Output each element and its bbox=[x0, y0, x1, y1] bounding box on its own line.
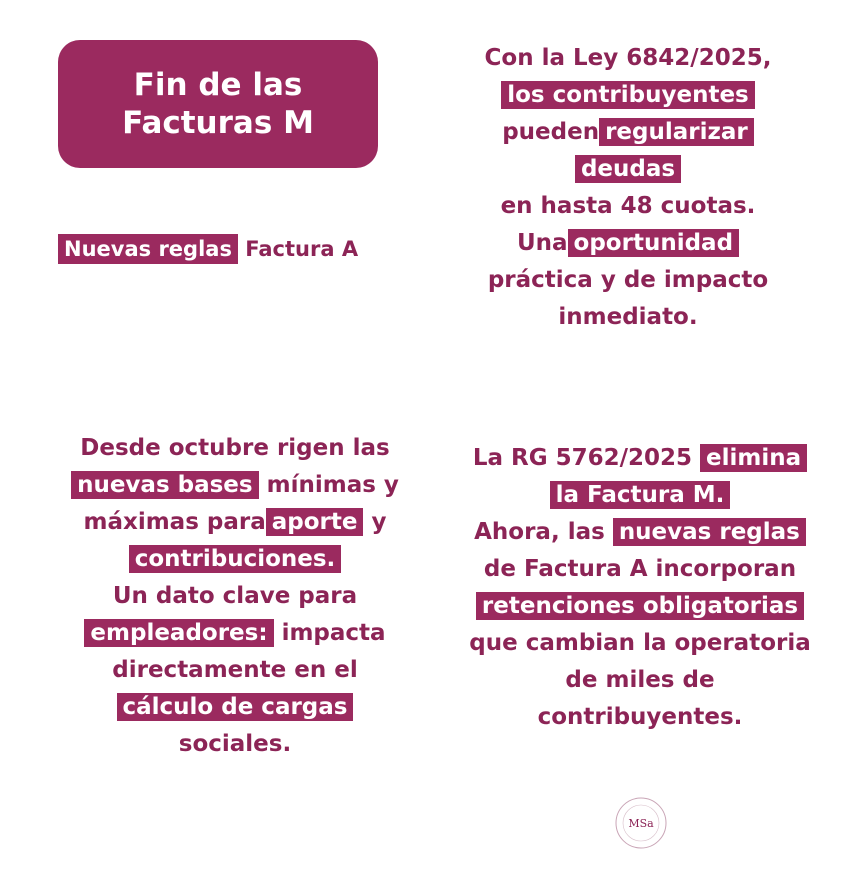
octubre-line: Desde octubre rigen las bbox=[80, 435, 390, 461]
rg-line bbox=[450, 477, 830, 514]
ley-line: en hasta 48 cuotas. bbox=[500, 193, 756, 219]
msa-logo-icon bbox=[614, 796, 668, 850]
octubre-highlight: cálculo de cargas bbox=[117, 693, 354, 721]
octubre-text: mínimas y bbox=[266, 472, 399, 498]
octubre-line: directamente en el bbox=[112, 657, 358, 683]
ley-highlight: deudas bbox=[575, 155, 681, 183]
octubre-line bbox=[50, 541, 420, 578]
ley-highlight: oportunidad bbox=[568, 229, 739, 257]
ley-text: Una bbox=[516, 230, 568, 256]
rg-block bbox=[450, 440, 830, 736]
octubre-highlight: empleadores: bbox=[84, 619, 273, 647]
rg-text: La RG 5762/2025 bbox=[472, 445, 693, 471]
octubre-line: Un dato clave para bbox=[112, 583, 358, 609]
octubre-text: impacta bbox=[281, 620, 386, 646]
ley-line bbox=[458, 114, 798, 151]
ley-line bbox=[458, 77, 798, 114]
octubre-highlight: contribuciones. bbox=[129, 545, 342, 573]
rg-highlight: retenciones obligatorias bbox=[476, 592, 804, 620]
rg-line bbox=[450, 514, 830, 551]
title-box bbox=[58, 40, 378, 168]
rg-highlight: la Factura M. bbox=[550, 481, 731, 509]
octubre-line bbox=[50, 689, 420, 726]
octubre-highlight: aporte bbox=[266, 508, 364, 536]
rg-text: Ahora, las bbox=[474, 519, 605, 545]
rg-line: que cambian la operatoria bbox=[469, 630, 811, 656]
ley-text: pueden bbox=[502, 119, 600, 145]
tag-nuevas-reglas: Nuevas reglas bbox=[58, 234, 238, 264]
octubre-line: sociales. bbox=[178, 731, 292, 757]
octubre-line bbox=[50, 504, 420, 541]
ley-line: inmediato. bbox=[558, 304, 698, 330]
ley-line: Con la Ley 6842/2025, bbox=[484, 45, 772, 71]
tag-factura-a: Factura A bbox=[245, 237, 359, 261]
rg-highlight: nuevas reglas bbox=[613, 518, 806, 546]
title-line-1: Fin de las bbox=[133, 67, 303, 103]
rg-line bbox=[450, 588, 830, 625]
tag-row bbox=[58, 231, 358, 267]
rg-line bbox=[450, 440, 830, 477]
rg-line: contribuyentes. bbox=[537, 704, 743, 730]
ley-block bbox=[458, 40, 798, 336]
octubre-text: máximas para bbox=[83, 509, 266, 535]
rg-highlight: elimina bbox=[700, 444, 807, 472]
rg-line: de Factura A incorporan bbox=[483, 556, 797, 582]
ley-highlight: regularizar bbox=[599, 118, 754, 146]
title-line-2: Facturas M bbox=[122, 105, 314, 141]
octubre-highlight: nuevas bases bbox=[71, 471, 259, 499]
octubre-line bbox=[50, 467, 420, 504]
msa-logo bbox=[614, 796, 668, 850]
octubre-block bbox=[50, 430, 420, 763]
octubre-line bbox=[50, 615, 420, 652]
ley-highlight: los contribuyentes bbox=[501, 81, 755, 109]
octubre-text: y bbox=[371, 509, 387, 535]
ley-line: práctica y de impacto bbox=[487, 267, 769, 293]
logo-initials: MSa bbox=[628, 817, 654, 830]
ley-line bbox=[458, 151, 798, 188]
ley-line bbox=[458, 225, 798, 262]
rg-line: de miles de bbox=[565, 667, 715, 693]
